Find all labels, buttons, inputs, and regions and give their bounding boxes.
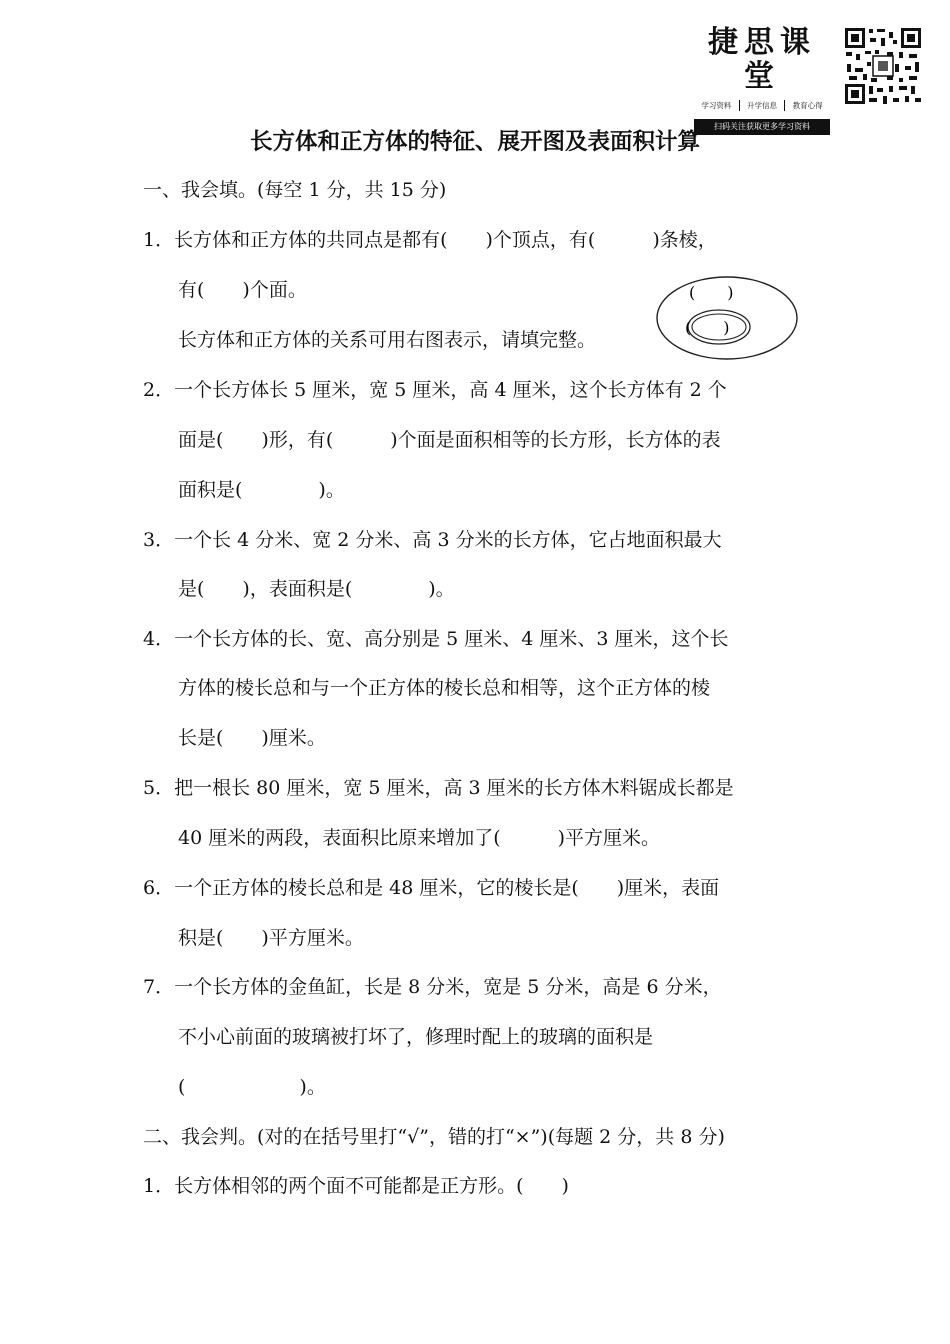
question-line: 6．一个正方体的棱长总和是 48 厘米，它的棱长是( )厘米，表面	[143, 877, 720, 899]
question-line: 1．长方体相邻的两个面不可能都是正方形。( )	[143, 1175, 569, 1197]
question-line: 7．一个长方体的金鱼缸，长是 8 分米，宽是 5 分米，高是 6 分米，	[143, 976, 722, 998]
venn-diagram	[655, 274, 799, 362]
brand-tag: 升学信息	[740, 100, 786, 111]
section-heading: 二、我会判。(对的在括号里打“√”，错的打“×”)(每题 2 分，共 8 分)	[143, 1126, 725, 1148]
question-line: 是( )，表面积是( )。	[178, 578, 455, 600]
question-line: 不小心前面的玻璃被打坏了，修理时配上的玻璃的面积是	[178, 1026, 654, 1048]
section-heading: 一、我会填。(每空 1 分，共 15 分)	[143, 179, 447, 201]
brand-logo	[694, 26, 830, 135]
question-line: 面积是( )。	[178, 479, 345, 501]
question-line: 1．长方体和正方体的共同点是都有( )个顶点，有( )条棱，	[143, 229, 717, 251]
brand-slogan-bar: 扫码关注获取更多学习资料	[694, 119, 830, 135]
question-line: 长是( )厘米。	[178, 727, 326, 749]
question-line: 积是( )平方厘米。	[178, 927, 364, 949]
venn-outer-blank: ( )	[689, 283, 734, 302]
question-line: 面是( )形，有( )个面是面积相等的长方形，长方体的表	[178, 429, 721, 451]
brand-tag: 教育心得	[792, 101, 823, 110]
question-line: 5．把一根长 80 厘米，宽 5 厘米，高 3 厘米的长方体木料锯成长都是	[143, 777, 734, 799]
qr-code-icon	[843, 26, 923, 106]
question-line: 有( )个面。	[178, 279, 307, 301]
question-line: 方体的棱长总和与一个正方体的棱长总和相等，这个正方体的棱	[178, 677, 711, 699]
question-line: 2．一个长方体长 5 厘米，宽 5 厘米，高 4 厘米，这个长方体有 2 个	[143, 379, 727, 401]
brand-tags	[694, 100, 830, 111]
question-line: 40 厘米的两段，表面积比原来增加了( )平方厘米。	[178, 827, 661, 849]
question-line: 4．一个长方体的长、宽、高分别是 5 厘米、4 厘米、3 厘米，这个长	[143, 628, 729, 650]
question-line: ( )。	[178, 1076, 326, 1098]
page-title: 长方体和正方体的特征、展开图及表面积计算	[249, 129, 700, 155]
brand-name: 捷思课堂	[708, 25, 816, 94]
question-line: 3．一个长 4 分米、宽 2 分米、高 3 分米的长方体，它占地面积最大	[143, 529, 722, 551]
question-line: 长方体和正方体的关系可用右图表示，请填完整。	[178, 329, 597, 351]
brand-tag: 学习资料	[694, 100, 740, 111]
venn-inner-blank: ( )	[685, 318, 730, 337]
